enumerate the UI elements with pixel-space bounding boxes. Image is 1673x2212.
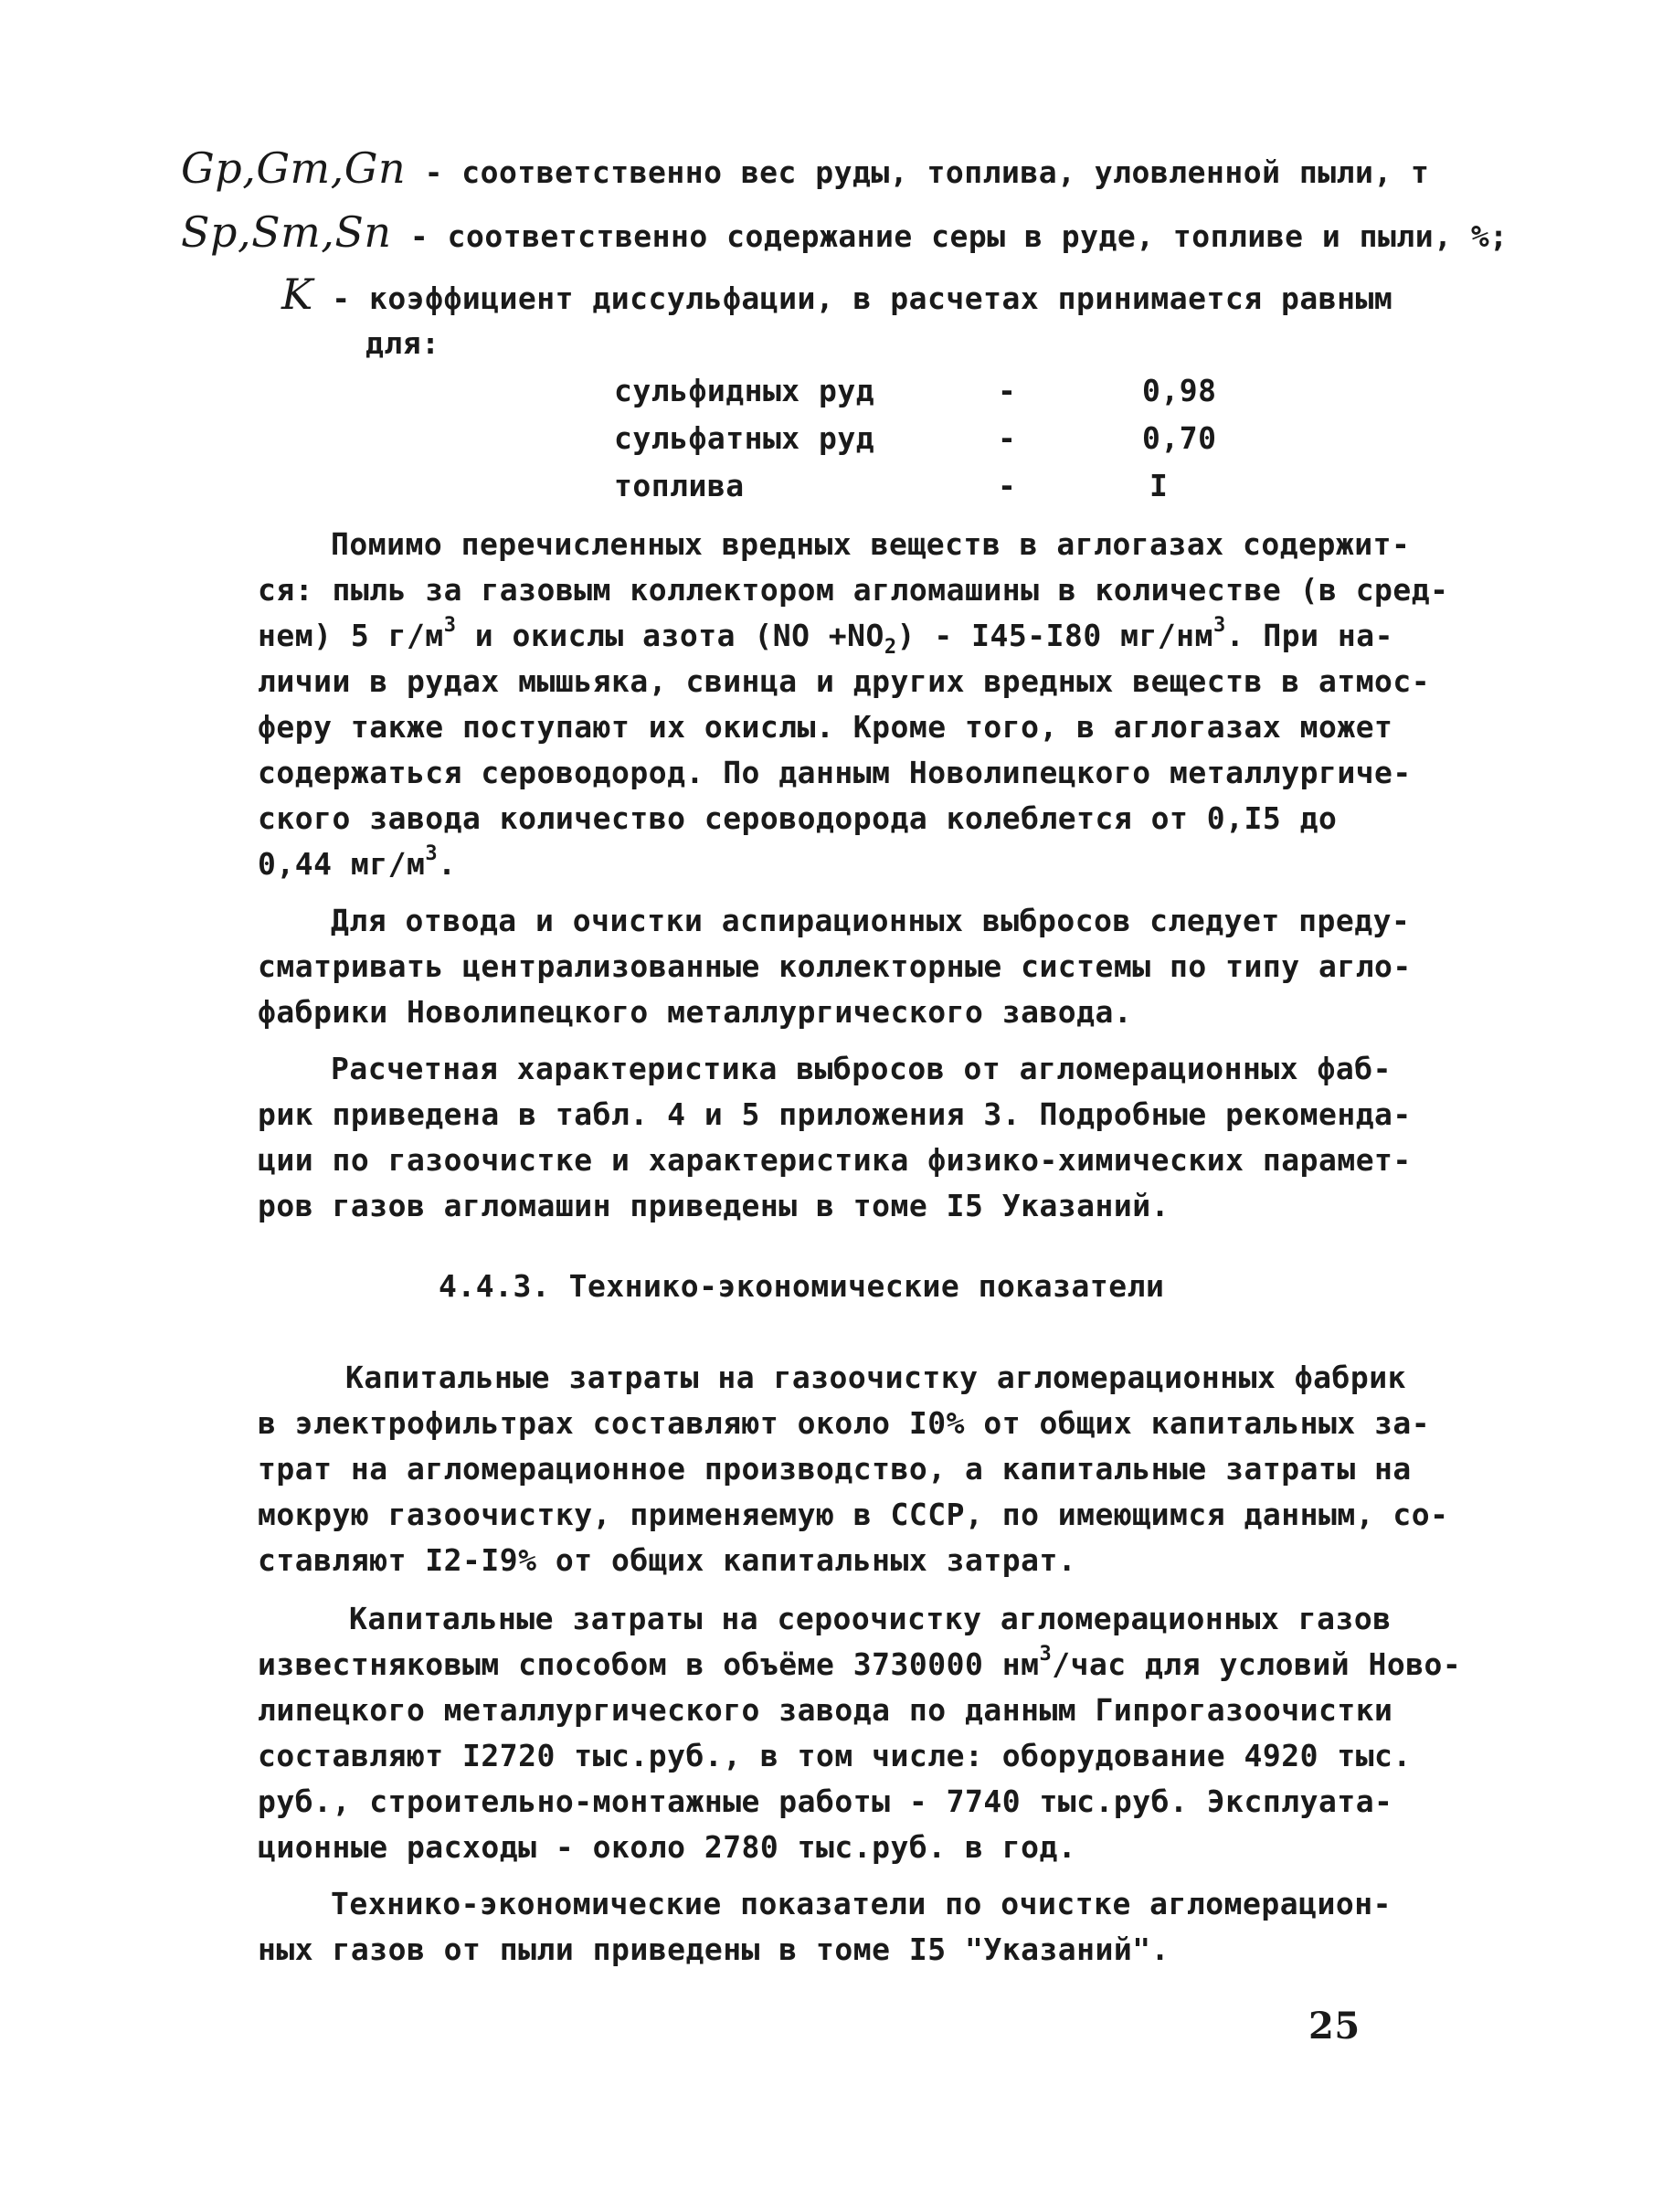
text-line [258, 842, 456, 886]
text-line: личии в рудах мышьяка, свинца и других вредных веществ в атмос- [258, 663, 1431, 699]
text-fragment: . При на- [1225, 618, 1393, 653]
text-line: ции по газоочистке и характеристика физико-химических парамет- [258, 1142, 1412, 1178]
text-fragment: известняковым способом в объёме 3730000 нм [258, 1646, 1040, 1682]
text-fragment: /час для условий Ново- [1052, 1646, 1462, 1682]
superscript: 3 [425, 842, 439, 865]
superscript: 3 [443, 614, 457, 637]
def-symbol: K [281, 270, 313, 319]
def-text: - соответственно вес руды, топлива, уловленной пыли, т [424, 154, 1430, 190]
text-line: Расчетная характеристика выбросов от агломерационных фаб- [331, 1051, 1392, 1086]
text-line: ся: пыль за газовым коллектором агломашины в количестве (в сред- [258, 572, 1449, 608]
def-row-coefficient [281, 272, 1392, 321]
text-fragment: . [438, 846, 457, 882]
def-text: - соответственно содержание серы в руде, топливе и пыли, %; [409, 218, 1509, 254]
text-fragment: и окислы азота ( [456, 618, 773, 653]
text-line: ставляют I2-I9% от общих капитальных затрат. [258, 1542, 1077, 1578]
text-line: в электрофильтрах составляют около I0% от общих капитальных за- [258, 1405, 1431, 1441]
text-line: рик приведена в табл. 4 и 5 приложения 3. Подробные рекоменда- [258, 1096, 1412, 1132]
text-line: составляют I2720 тыс.руб., в том числе: оборудование 4920 тыс. [258, 1738, 1412, 1773]
superscript: 3 [1212, 614, 1226, 637]
formula: NO +NO [772, 618, 884, 653]
text-line: Капитальные затраты на сероочистку агломерационных газов [349, 1601, 1392, 1636]
text-line: руб., строительно-монтажные работы - 7740 тыс.руб. Эксплуата- [258, 1783, 1393, 1819]
table-row [614, 373, 874, 408]
text-fragment: 0,44 мг/м [258, 846, 426, 882]
section-heading: 4.4.3. Технико-экономические показатели [439, 1268, 1165, 1304]
k-value: 0,98 [1142, 373, 1217, 408]
text-line: липецкого металлургического завода по данным Гипрогазоочистки [258, 1692, 1393, 1728]
text-fragment: ) - I45-I80 мг/нм [896, 618, 1213, 653]
def-row-weights [181, 143, 1430, 195]
table-row [614, 468, 745, 503]
text-line: мокрую газоочистку, применяемую в СССР, по имеющимся данным, со- [258, 1497, 1449, 1532]
k-value: I [1149, 468, 1169, 503]
text-line: сматривать централизованные коллекторные системы по типу агло- [258, 948, 1412, 984]
k-name: топлива [614, 468, 745, 503]
text-line [258, 1643, 1461, 1687]
text-line: содержаться сероводород. По данным Новолипецкого металлургиче- [258, 755, 1412, 790]
text-line: фабрики Новолипецкого металлургического завода. [258, 994, 1133, 1030]
text-line: Технико-экономические показатели по очистке агломерацион- [331, 1886, 1392, 1921]
text-line: ных газов от пыли приведены в томе I5 "Указаний". [258, 1932, 1170, 1967]
text-fragment: нем) 5 г/м [258, 618, 444, 653]
def-continuation: для: [365, 325, 440, 361]
def-symbol: Sр,Sт,Sп [181, 207, 392, 257]
text-line: феру также поступают их окислы. Кроме того, в аглогазах может [258, 709, 1393, 745]
k-dash: - [998, 468, 1017, 503]
k-name: сульфатных руд [614, 420, 875, 456]
text-line: Помимо перечисленных вредных веществ в аглогазах содержит- [331, 526, 1411, 562]
subscript: 2 [884, 636, 897, 659]
k-name: сульфидных руд [614, 373, 875, 408]
text-line: ционные расходы - около 2780 тыс.руб. в год. [258, 1829, 1077, 1865]
superscript: 3 [1039, 1643, 1053, 1666]
text-line: ров газов агломашин приведены в томе I5 Указаний. [258, 1188, 1170, 1223]
text-line: ского завода количество сероводорода колеблется от 0,I5 до [258, 800, 1338, 836]
text-line: трат на агломерационное производство, а капитальные затраты на [258, 1451, 1412, 1487]
k-value: 0,70 [1142, 420, 1217, 456]
table-row [614, 420, 874, 456]
page-number: 25 [1308, 2005, 1361, 2048]
text-line: Капитальные затраты на газоочистку агломерационных фабрик [345, 1360, 1406, 1395]
text-line: Для отвода и очистки аспирационных выбросов следует преду- [331, 903, 1411, 938]
k-dash: - [998, 373, 1017, 408]
def-symbol: Gр,Gт,Gп [181, 143, 407, 193]
text-line [258, 614, 1393, 658]
def-row-sulfur [181, 207, 1509, 259]
k-dash: - [998, 420, 1017, 456]
def-text: - коэффициент диссульфации, в расчетах принимается равным [332, 280, 1393, 316]
